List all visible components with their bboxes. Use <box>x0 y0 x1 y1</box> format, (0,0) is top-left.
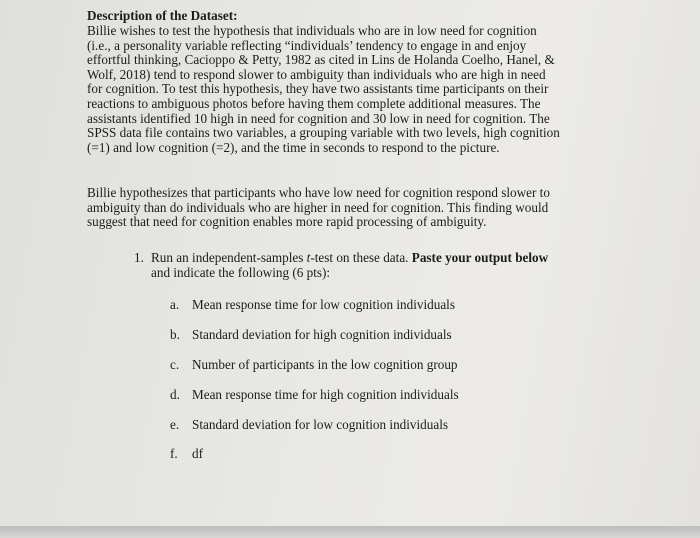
list-item <box>170 327 452 342</box>
paragraph-line: Billie hypothesizes that participants who have low need for cognition respond slower to <box>87 185 550 200</box>
question-line-2: and indicate the following (6 pts): <box>151 264 331 280</box>
dataset-description-paragraph <box>87 24 607 155</box>
list-item <box>170 417 448 432</box>
item-text: Number of participants in the low cognition group <box>192 357 458 372</box>
item-letter: d. <box>170 387 180 402</box>
t-symbol: t <box>306 250 311 265</box>
item-text: Mean response time for low cognition individuals <box>192 297 455 312</box>
paragraph-line: SPSS data file contains two variables, a grouping variable with two levels, high cognition <box>87 125 560 141</box>
paragraph-line: Wolf, 2018) tend to respond slower to ambiguity than individuals who are high in need <box>87 66 546 82</box>
paragraph-line: Billie wishes to test the hypothesis that individuals who are in low need for cognition <box>87 23 537 38</box>
paragraph-line: effortful thinking, Cacioppo & Petty, 1982 as cited in Lins de Holanda Coelho, Hanel, & <box>87 52 555 68</box>
question-line-1-mid: -test on these data. <box>310 250 412 265</box>
item-text: Mean response time for high cognition individuals <box>192 387 459 402</box>
list-item <box>170 446 203 461</box>
question-number: 1. <box>134 250 144 265</box>
paragraph-line: assistants identified 10 high in need for cognition and 30 low in need for cognition. The <box>87 110 550 126</box>
paragraph-line: ambiguity than do individuals who are higher in need for cognition. This finding would <box>87 199 549 215</box>
paragraph-line: suggest that need for cognition enables more rapid processing of ambiguity. <box>87 214 487 230</box>
hypothesis-paragraph <box>87 186 607 230</box>
item-letter: a. <box>170 297 180 312</box>
paste-output-instruction: Paste your output below <box>411 250 549 265</box>
dataset-heading: Description of the Dataset: <box>87 8 238 23</box>
paragraph-line: reactions to ambiguous photos before having them complete additional measures. The <box>87 95 541 111</box>
list-item <box>170 297 455 312</box>
item-letter: f. <box>170 446 178 461</box>
question-line-1-start: Run an independent-samples <box>151 250 307 265</box>
item-text: Standard deviation for high cognition individuals <box>192 327 452 342</box>
paragraph-line: (i.e., a personality variable reflecting “individuals’ tendency to engage in and enjoy <box>87 37 527 53</box>
item-letter: b. <box>170 327 180 342</box>
list-item <box>170 357 458 372</box>
item-letter: c. <box>170 357 180 372</box>
page-bottom-edge <box>0 526 700 538</box>
item-letter: e. <box>170 417 180 432</box>
list-item <box>170 387 459 402</box>
paragraph-line: for cognition. To test this hypothesis, they have two assistants time participants on their <box>87 81 549 97</box>
item-text: df <box>192 446 203 461</box>
paragraph-line: (=1) and low cognition (=2), and the time in seconds to respond to the picture. <box>87 139 500 155</box>
question-text <box>151 251 571 280</box>
question-line-1 <box>151 251 571 266</box>
item-text: Standard deviation for low cognition individuals <box>192 417 449 432</box>
